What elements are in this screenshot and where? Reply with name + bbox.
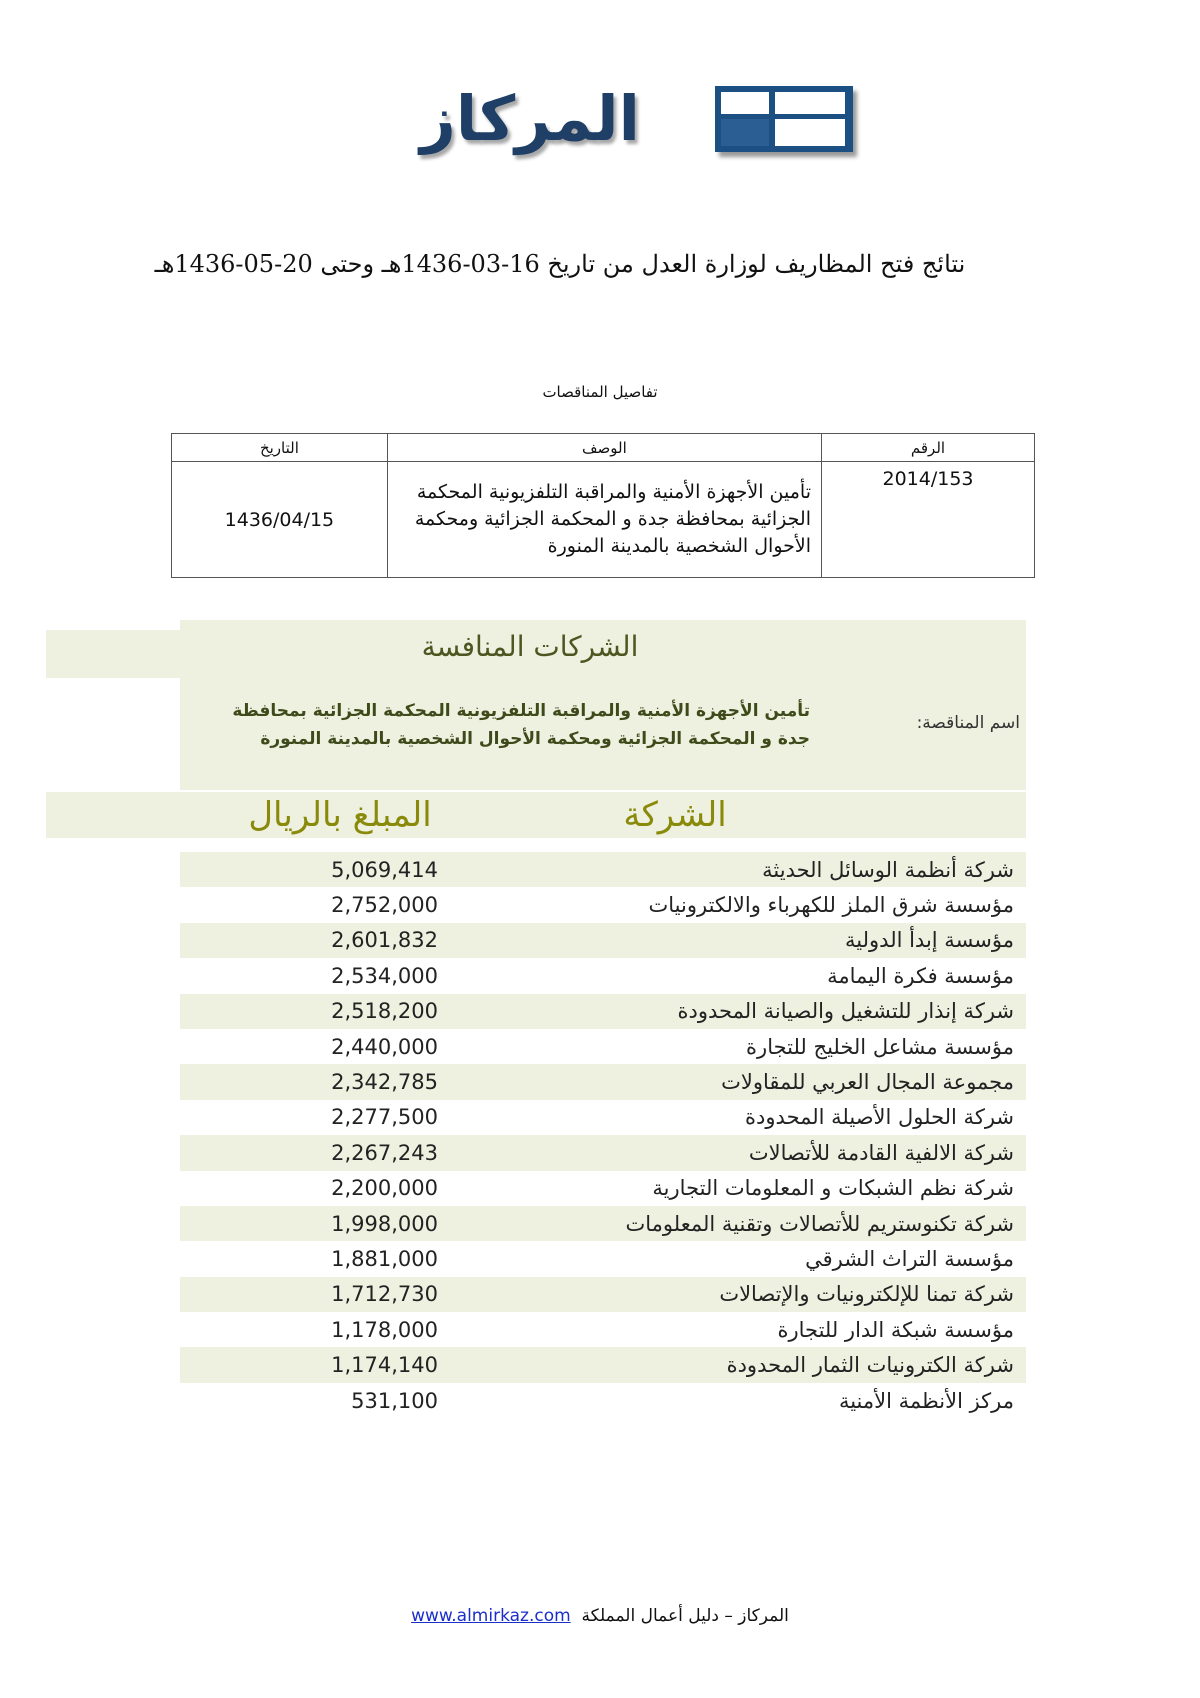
table-row — [180, 958, 1026, 993]
footer-link[interactable]: www.almirkaz.com — [411, 1606, 571, 1626]
table-row — [180, 1347, 1026, 1382]
company-name: شركة تمنا للإلكترونيات والإتصالات — [719, 1282, 1014, 1307]
bid-amount: 2,200,000 — [331, 1176, 438, 1201]
company-name: مؤسسة شبكة الدار للتجارة — [777, 1317, 1014, 1342]
bid-amount: 5,069,414 — [331, 857, 438, 882]
table-row — [180, 1241, 1026, 1276]
details-caption: تفاصيل المناقصات — [542, 383, 658, 401]
bid-amount: 2,440,000 — [331, 1034, 438, 1059]
tender-name: تأمين الأجهزة الأمنية والمراقبة التلفزيونية المحكمة الجزائية بمحافظة جدة و المحكمة الجزائية ومحكمة الأحوال الشخصية بالمدينة المنورة — [232, 701, 810, 749]
logo — [370, 80, 860, 158]
company-name: شركة الكترونيات الثمار المحدودة — [726, 1353, 1014, 1378]
table-row — [180, 1383, 1026, 1418]
logo-grid-icon — [715, 86, 853, 152]
bid-amount: 1,881,000 — [331, 1246, 438, 1271]
company-name: شركة تكنوستريم للأتصالات وتقنية المعلومات — [625, 1211, 1014, 1236]
table-row — [180, 923, 1026, 958]
bid-amount: 2,534,000 — [331, 963, 438, 988]
company-name: مركز الأنظمة الأمنية — [838, 1388, 1014, 1413]
footer-text: المركاز – دليل أعمال المملكة — [581, 1606, 789, 1626]
tender-date: 1436/04/15 — [172, 462, 388, 578]
company-name: شركة أنظمة الوسائل الحديثة — [762, 857, 1014, 882]
panel-strip — [46, 630, 180, 678]
logo-text: المركاز — [420, 82, 640, 155]
page-title: نتائج فتح المظاريف لوزارة العدل من تاريخ 16-03-1436هـ وحتى 20-05-1436هـ — [154, 250, 966, 278]
bid-amount: 1,174,140 — [331, 1353, 438, 1378]
bid-amount: 1,178,000 — [331, 1317, 438, 1342]
bid-amount: 2,267,243 — [331, 1140, 438, 1165]
table-row — [180, 852, 1026, 887]
header-description: الوصف — [387, 434, 821, 462]
company-name: شركة إنذار للتشغيل والصيانة المحدودة — [677, 999, 1014, 1024]
bid-amount: 2,342,785 — [331, 1070, 438, 1095]
table-row — [180, 1135, 1026, 1170]
details-row — [172, 462, 1035, 578]
details-table — [171, 433, 1035, 578]
tender-number: 2014/153 — [822, 462, 1035, 578]
column-header-band — [46, 792, 1026, 838]
company-name: مؤسسة التراث الشرقي — [805, 1246, 1014, 1271]
bid-amount: 2,518,200 — [331, 999, 438, 1024]
bid-amount: 1,712,730 — [331, 1282, 438, 1307]
company-name: شركة الحلول الأصيلة المحدودة — [745, 1105, 1014, 1130]
bid-amount: 1,998,000 — [331, 1211, 438, 1236]
company-name: مؤسسة مشاعل الخليج للتجارة — [746, 1034, 1014, 1059]
company-name: شركة الالفية القادمة للأتصالات — [748, 1140, 1014, 1165]
table-row — [180, 887, 1026, 922]
header-date: التاريخ — [172, 434, 388, 462]
company-name: مؤسسة فكرة اليمامة — [827, 963, 1014, 988]
footer — [380, 1606, 820, 1626]
table-row — [180, 994, 1026, 1029]
table-row — [180, 1100, 1026, 1135]
column-header-amount: المبلغ بالريال — [248, 795, 432, 835]
company-name: شركة نظم الشبكات و المعلومات التجارية — [652, 1176, 1014, 1201]
details-header-row — [172, 434, 1035, 462]
company-name: مجموعة المجال العربي للمقاولات — [721, 1070, 1014, 1095]
tender-description: تأمين الأجهزة الأمنية والمراقبة التلفزيونية المحكمة الجزائية بمحافظة جدة و المحكمة الجزائية ومحكمة الأحوال الشخصية بالمدينة المنورة — [387, 462, 821, 578]
competition-title: الشركات المنافسة — [421, 630, 639, 663]
companies-list — [180, 852, 1026, 1418]
column-header-company: الشركة — [623, 795, 727, 835]
table-row — [180, 1277, 1026, 1312]
tender-name-label: اسم المناقصة: — [916, 713, 1020, 733]
bid-amount: 2,601,832 — [331, 928, 438, 953]
table-row — [180, 1029, 1026, 1064]
bid-amount: 2,277,500 — [331, 1105, 438, 1130]
company-name: مؤسسة إبدأ الدولية — [845, 928, 1014, 953]
table-row — [180, 1312, 1026, 1347]
bid-amount: 531,100 — [351, 1388, 438, 1413]
table-row — [180, 1171, 1026, 1206]
table-row — [180, 1206, 1026, 1241]
header-number: الرقم — [822, 434, 1035, 462]
bid-amount: 2,752,000 — [331, 893, 438, 918]
company-name: مؤسسة شرق الملز للكهرباء والالكترونيات — [648, 893, 1014, 918]
table-row — [180, 1064, 1026, 1099]
